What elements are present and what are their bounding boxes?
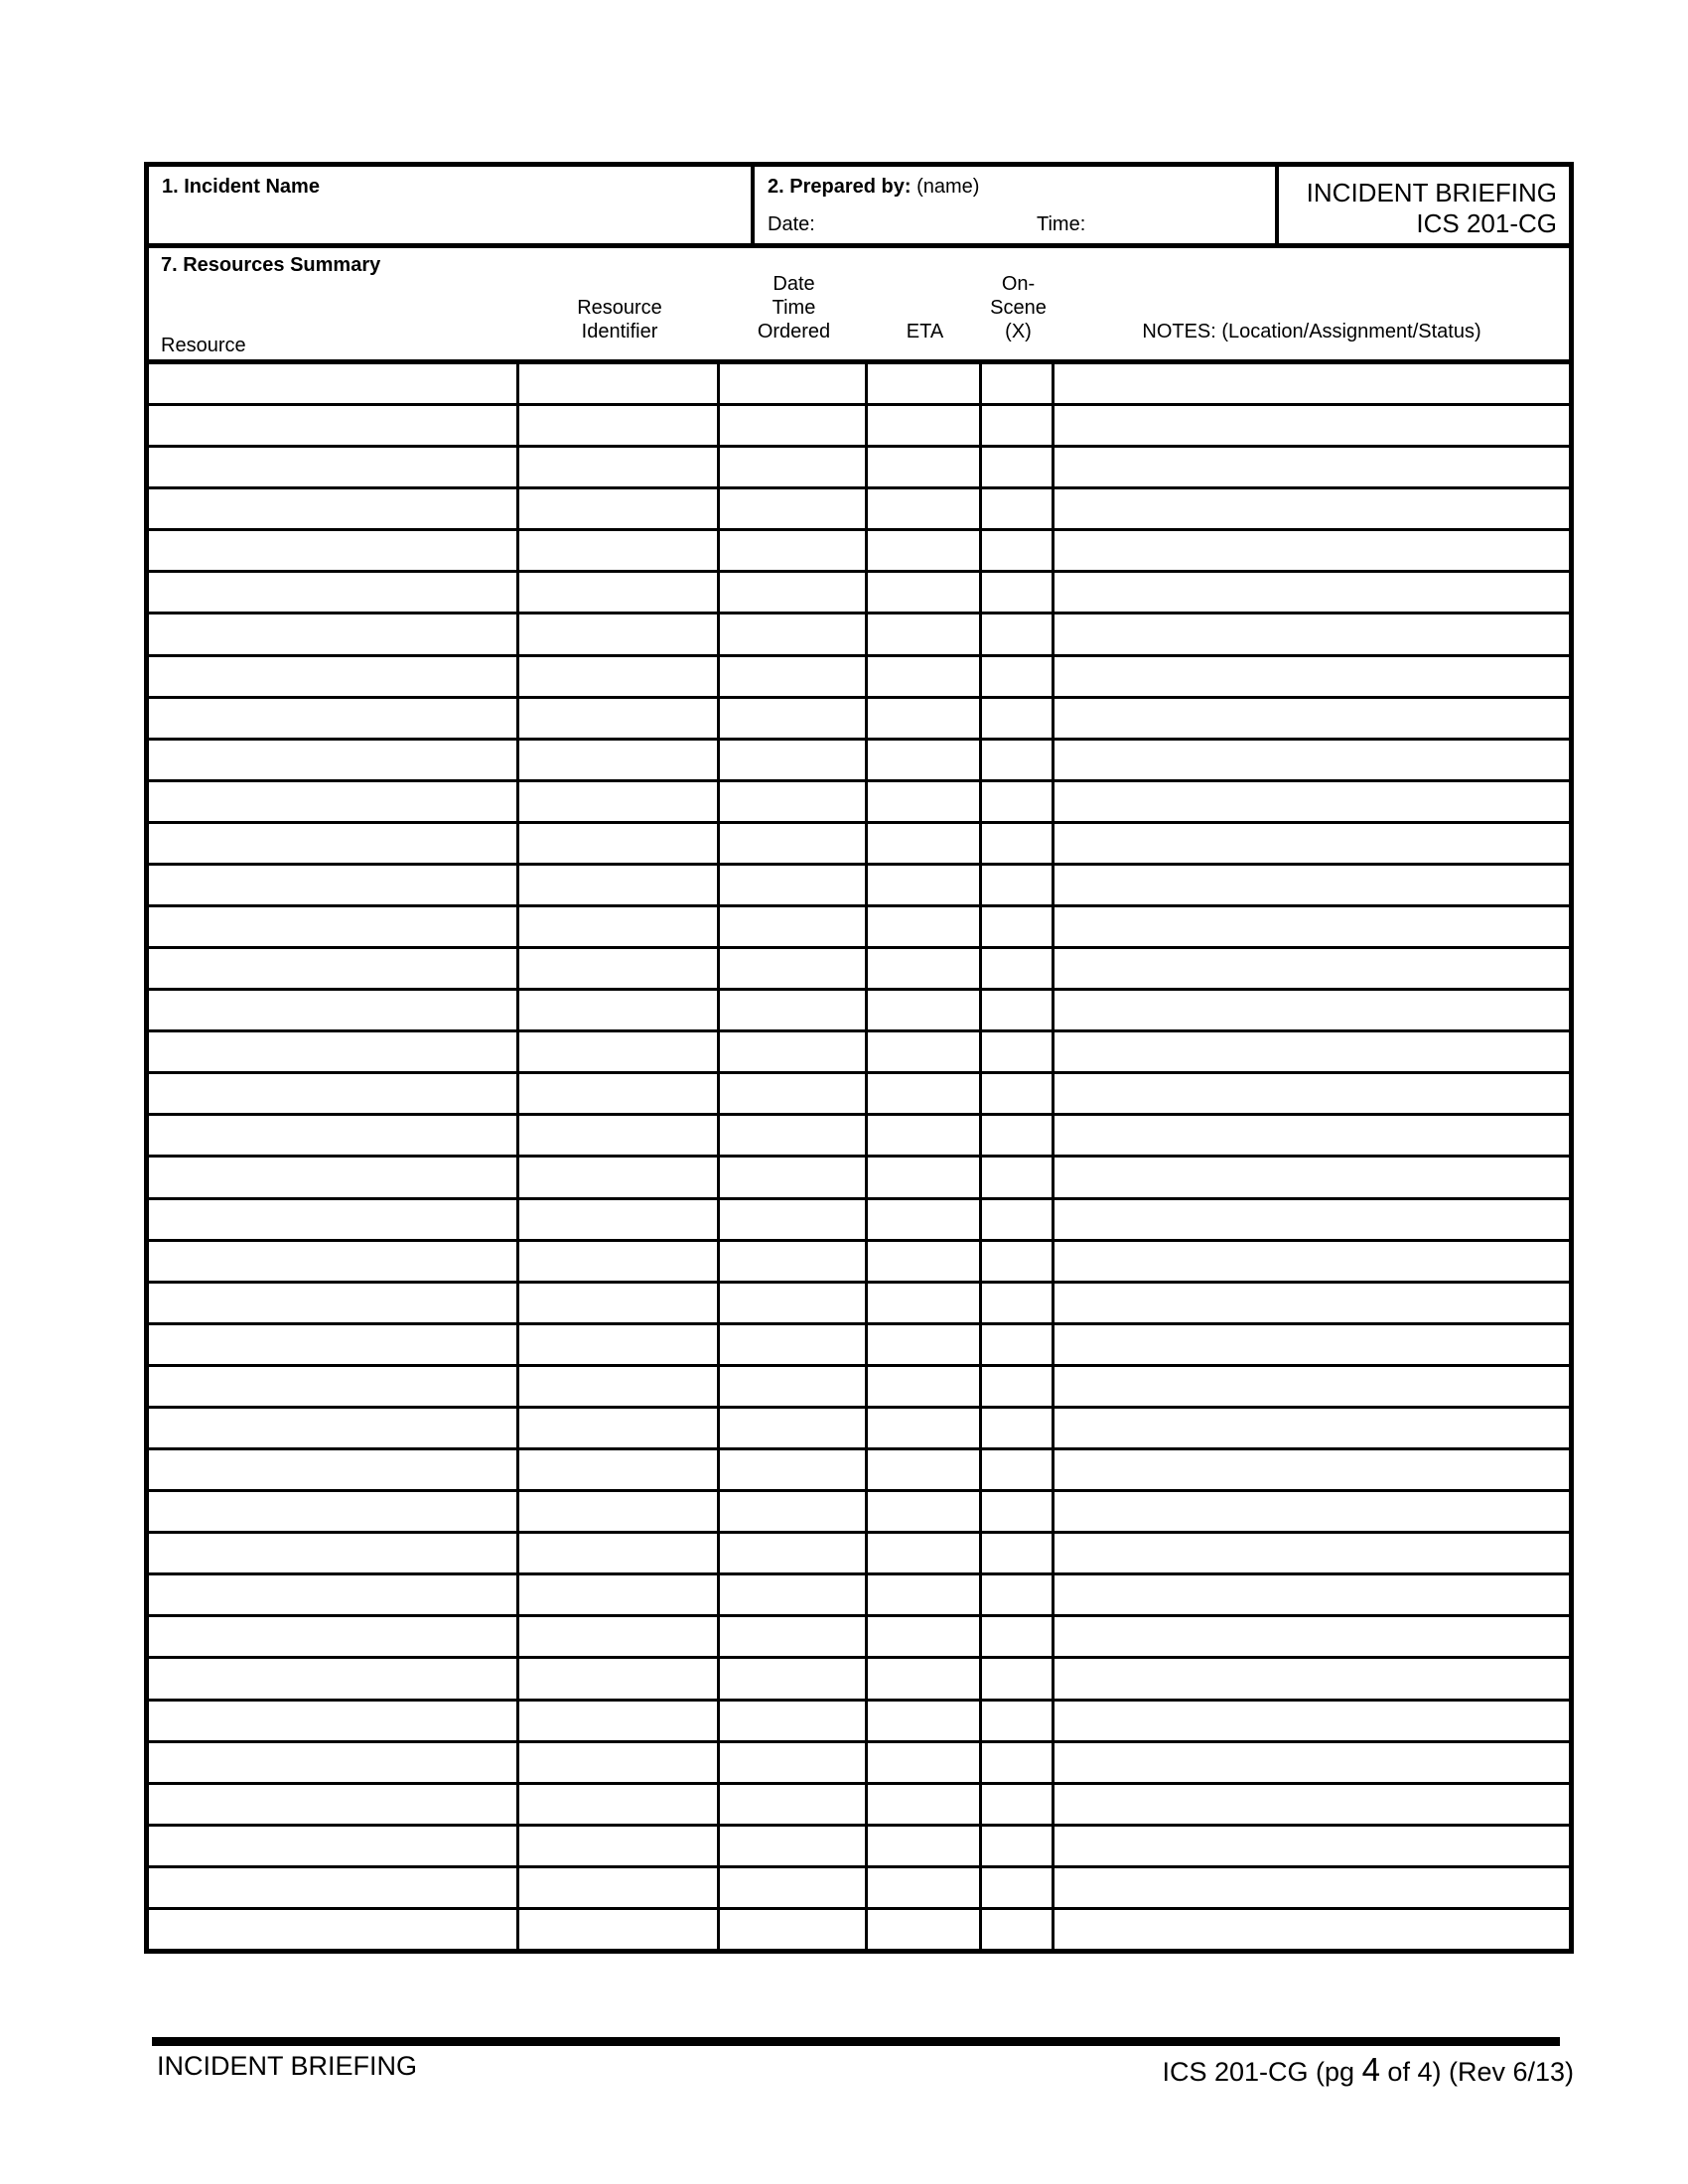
cell-on-scene[interactable] [982,907,1055,946]
cell-date-time-ordered[interactable] [720,573,868,612]
cell-resource-identifier[interactable] [519,489,720,528]
cell-on-scene[interactable] [982,614,1055,653]
cell-date-time-ordered[interactable] [720,1200,868,1239]
cell-on-scene[interactable] [982,782,1055,821]
cell-eta[interactable] [868,573,982,612]
cell-resource-identifier[interactable] [519,364,720,403]
cell-date-time-ordered[interactable] [720,1659,868,1698]
cell-date-time-ordered[interactable] [720,406,868,445]
cell-on-scene[interactable] [982,991,1055,1029]
cell-notes[interactable] [1055,1367,1569,1406]
cell-resource[interactable] [149,741,519,779]
footer-id-suffix: of 4) (Rev 6/13) [1379,2057,1574,2087]
cell-date-time-ordered[interactable] [720,699,868,738]
cell-date-time-ordered[interactable] [720,991,868,1029]
cell-on-scene[interactable] [982,1409,1055,1447]
table-row[interactable] [149,364,1569,403]
cell-date-time-ordered[interactable] [720,448,868,486]
table-row[interactable] [149,1071,1569,1113]
cell-resource-identifier[interactable] [519,991,720,1029]
cell-resource-identifier[interactable] [519,1868,720,1907]
table-row[interactable] [149,1907,1569,1949]
cell-resource[interactable] [149,1284,519,1322]
form-title-block [1279,167,1569,243]
cell-on-scene[interactable] [982,1074,1055,1113]
cell-notes[interactable] [1055,1158,1569,1196]
cell-on-scene[interactable] [982,406,1055,445]
cell-resource[interactable] [149,1659,519,1698]
cell-resource-identifier[interactable] [519,824,720,863]
cell-date-time-ordered[interactable] [720,1367,868,1406]
cell-eta[interactable] [868,1284,982,1322]
table-row[interactable] [149,1239,1569,1281]
cell-notes[interactable] [1055,1242,1569,1281]
cell-on-scene[interactable] [982,1284,1055,1322]
cell-notes[interactable] [1055,1450,1569,1489]
cell-eta[interactable] [868,1617,982,1656]
cell-date-time-ordered[interactable] [720,657,868,696]
cell-resource[interactable] [149,614,519,653]
column-header-notes: NOTES: (Location/Assignment/Status) [1142,321,1481,342]
cell-eta[interactable] [868,907,982,946]
cell-eta[interactable] [868,1702,982,1740]
cell-on-scene[interactable] [982,1325,1055,1364]
table-row[interactable] [149,445,1569,486]
cell-on-scene[interactable] [982,1492,1055,1531]
cell-on-scene[interactable] [982,1367,1055,1406]
cell-date-time-ordered[interactable] [720,1284,868,1322]
cell-on-scene[interactable] [982,1659,1055,1698]
column-header-on-scene: On- Scene (X) [990,273,1047,342]
cell-date-time-ordered[interactable] [720,1617,868,1656]
cell-notes[interactable] [1055,489,1569,528]
cell-notes[interactable] [1055,1743,1569,1782]
cell-on-scene[interactable] [982,1617,1055,1656]
cell-notes[interactable] [1055,614,1569,653]
cell-notes[interactable] [1055,1074,1569,1113]
cell-notes[interactable] [1055,699,1569,738]
cell-resource-identifier[interactable] [519,1785,720,1824]
cell-date-time-ordered[interactable] [720,1409,868,1447]
cell-resource[interactable] [149,1242,519,1281]
column-header-resource-identifier: Resource Identifier [577,297,662,342]
cell-notes[interactable] [1055,1659,1569,1698]
cell-eta[interactable] [868,1242,982,1281]
table-row[interactable] [149,946,1569,988]
cell-on-scene[interactable] [982,1116,1055,1155]
cell-resource[interactable] [149,1450,519,1489]
resources-summary-table [144,243,1574,1954]
cell-resource-identifier[interactable] [519,1659,720,1698]
cell-on-scene[interactable] [982,448,1055,486]
cell-resource[interactable] [149,991,519,1029]
table-row[interactable] [149,1824,1569,1865]
cell-notes[interactable] [1055,573,1569,612]
cell-resource[interactable] [149,1492,519,1531]
table-row[interactable] [149,1740,1569,1782]
table-row[interactable] [149,1197,1569,1239]
cell-notes[interactable] [1055,1032,1569,1071]
table-row[interactable] [149,1699,1569,1740]
cell-eta[interactable] [868,824,982,863]
cell-resource-identifier[interactable] [519,1617,720,1656]
cell-date-time-ordered[interactable] [720,1702,868,1740]
cell-resource[interactable] [149,1910,519,1949]
cell-resource-identifier[interactable] [519,1032,720,1071]
cell-resource-identifier[interactable] [519,1367,720,1406]
cell-on-scene[interactable] [982,1242,1055,1281]
cell-date-time-ordered[interactable] [720,1242,868,1281]
cell-resource[interactable] [149,1617,519,1656]
table-row[interactable] [149,1029,1569,1071]
cell-notes[interactable] [1055,741,1569,779]
cell-eta[interactable] [868,1659,982,1698]
cell-resource[interactable] [149,1116,519,1155]
date-label: Date: [768,213,815,235]
cell-eta[interactable] [868,1450,982,1489]
cell-resource[interactable] [149,1200,519,1239]
cell-resource[interactable] [149,824,519,863]
cell-notes[interactable] [1055,1785,1569,1824]
table-rows [149,359,1569,1949]
cell-on-scene[interactable] [982,741,1055,779]
cell-notes[interactable] [1055,824,1569,863]
cell-eta[interactable] [868,1074,982,1113]
table-row[interactable] [149,1155,1569,1196]
cell-resource-identifier[interactable] [519,531,720,570]
cell-eta[interactable] [868,741,982,779]
table-row[interactable] [149,1572,1569,1614]
cell-eta[interactable] [868,991,982,1029]
cell-resource-identifier[interactable] [519,1702,720,1740]
cell-notes[interactable] [1055,1910,1569,1949]
cell-date-time-ordered[interactable] [720,907,868,946]
cell-resource-identifier[interactable] [519,1409,720,1447]
cell-eta[interactable] [868,1032,982,1071]
cell-date-time-ordered[interactable] [720,1158,868,1196]
cell-resource[interactable] [149,866,519,904]
cell-on-scene[interactable] [982,657,1055,696]
cell-notes[interactable] [1055,1827,1569,1865]
cell-date-time-ordered[interactable] [720,949,868,988]
table-row[interactable] [149,1782,1569,1824]
cell-resource-identifier[interactable] [519,1116,720,1155]
cell-notes[interactable] [1055,1200,1569,1239]
table-row[interactable] [149,1531,1569,1572]
cell-date-time-ordered[interactable] [720,1910,868,1949]
cell-eta[interactable] [868,1785,982,1824]
cell-notes[interactable] [1055,364,1569,403]
cell-resource[interactable] [149,1575,519,1614]
cell-eta[interactable] [868,1575,982,1614]
cell-eta[interactable] [868,489,982,528]
cell-eta[interactable] [868,1158,982,1196]
cell-resource-identifier[interactable] [519,1827,720,1865]
cell-resource[interactable] [149,489,519,528]
cell-resource[interactable] [149,1158,519,1196]
cell-resource[interactable] [149,949,519,988]
cell-notes[interactable] [1055,1325,1569,1364]
table-row[interactable] [149,1364,1569,1406]
cell-resource-identifier[interactable] [519,1074,720,1113]
cell-resource[interactable] [149,1534,519,1572]
cell-date-time-ordered[interactable] [720,1032,868,1071]
cell-notes[interactable] [1055,1575,1569,1614]
cell-on-scene[interactable] [982,1032,1055,1071]
cell-date-time-ordered[interactable] [720,1743,868,1782]
cell-resource-identifier[interactable] [519,406,720,445]
cell-on-scene[interactable] [982,489,1055,528]
cell-eta[interactable] [868,1116,982,1155]
column-header-eta: ETA [906,321,944,342]
cell-eta[interactable] [868,448,982,486]
cell-resource[interactable] [149,1409,519,1447]
cell-eta[interactable] [868,406,982,445]
table-row[interactable] [149,654,1569,696]
cell-resource[interactable] [149,448,519,486]
table-row[interactable] [149,1406,1569,1447]
cell-on-scene[interactable] [982,866,1055,904]
cell-notes[interactable] [1055,782,1569,821]
footer-id-prefix: ICS 201-CG (pg [1162,2057,1362,2087]
cell-resource-identifier[interactable] [519,1325,720,1364]
cell-resource-identifier[interactable] [519,1450,720,1489]
cell-resource[interactable] [149,1032,519,1071]
cell-resource[interactable] [149,699,519,738]
cell-resource-identifier[interactable] [519,866,720,904]
cell-on-scene[interactable] [982,1158,1055,1196]
cell-notes[interactable] [1055,1868,1569,1907]
cell-eta[interactable] [868,531,982,570]
incident-name-label: 1. Incident Name [162,176,320,198]
cell-notes[interactable] [1055,448,1569,486]
cell-eta[interactable] [868,1534,982,1572]
prepared-by-field[interactable] [755,167,1279,243]
table-row[interactable] [149,612,1569,653]
cell-date-time-ordered[interactable] [720,1325,868,1364]
cell-on-scene[interactable] [982,364,1055,403]
table-row[interactable] [149,779,1569,821]
cell-resource-identifier[interactable] [519,573,720,612]
cell-on-scene[interactable] [982,1450,1055,1489]
time-label: Time: [1037,213,1086,235]
cell-on-scene[interactable] [982,949,1055,988]
table-row[interactable] [149,528,1569,570]
table-row[interactable] [149,738,1569,779]
cell-notes[interactable] [1055,991,1569,1029]
cell-resource-identifier[interactable] [519,1534,720,1572]
table-row[interactable] [149,1489,1569,1531]
cell-notes[interactable] [1055,1116,1569,1155]
cell-resource[interactable] [149,1827,519,1865]
table-row[interactable] [149,403,1569,445]
cell-on-scene[interactable] [982,1702,1055,1740]
cell-resource-identifier[interactable] [519,1242,720,1281]
cell-eta[interactable] [868,699,982,738]
table-row[interactable] [149,1281,1569,1322]
table-row[interactable] [149,1447,1569,1489]
cell-resource-identifier[interactable] [519,614,720,653]
cell-date-time-ordered[interactable] [720,824,868,863]
table-row[interactable] [149,1865,1569,1907]
cell-date-time-ordered[interactable] [720,1868,868,1907]
cell-on-scene[interactable] [982,1785,1055,1824]
form-header [144,162,1574,243]
cell-eta[interactable] [868,1910,982,1949]
cell-notes[interactable] [1055,531,1569,570]
cell-resource[interactable] [149,1325,519,1364]
cell-on-scene[interactable] [982,1827,1055,1865]
cell-resource-identifier[interactable] [519,782,720,821]
cell-eta[interactable] [868,364,982,403]
cell-eta[interactable] [868,1409,982,1447]
cell-resource-identifier[interactable] [519,448,720,486]
table-row[interactable] [149,904,1569,946]
cell-eta[interactable] [868,657,982,696]
prepared-by-hint: (name) [916,176,980,198]
table-row[interactable] [149,570,1569,612]
footer-page-number: 4 [1361,2051,1380,2088]
cell-notes[interactable] [1055,1284,1569,1322]
cell-resource[interactable] [149,782,519,821]
table-row[interactable] [149,1322,1569,1364]
cell-resource[interactable] [149,1074,519,1113]
cell-eta[interactable] [868,1868,982,1907]
cell-on-scene[interactable] [982,1575,1055,1614]
cell-resource-identifier[interactable] [519,907,720,946]
column-headers [149,248,1569,359]
cell-notes[interactable] [1055,657,1569,696]
cell-resource[interactable] [149,406,519,445]
form-title-line1: INCIDENT BRIEFING [1306,177,1557,207]
cell-resource[interactable] [149,657,519,696]
footer-rule [152,2037,1560,2046]
cell-resource-identifier[interactable] [519,741,720,779]
cell-resource[interactable] [149,1743,519,1782]
cell-resource-identifier[interactable] [519,1743,720,1782]
cell-eta[interactable] [868,1492,982,1531]
cell-eta[interactable] [868,866,982,904]
cell-notes[interactable] [1055,907,1569,946]
cell-on-scene[interactable] [982,1868,1055,1907]
cell-resource-identifier[interactable] [519,657,720,696]
cell-on-scene[interactable] [982,1743,1055,1782]
cell-resource-identifier[interactable] [519,1492,720,1531]
table-row[interactable] [149,1614,1569,1656]
cell-date-time-ordered[interactable] [720,1827,868,1865]
cell-on-scene[interactable] [982,1910,1055,1949]
table-row[interactable] [149,821,1569,863]
column-header-date-time-ordered: Date Time Ordered [757,273,831,342]
cell-resource-identifier[interactable] [519,699,720,738]
cell-on-scene[interactable] [982,699,1055,738]
prepared-by-label: 2. Prepared by: [768,176,912,198]
cell-resource[interactable] [149,907,519,946]
cell-resource[interactable] [149,1868,519,1907]
section-label: 7. Resources Summary [161,254,381,276]
cell-eta[interactable] [868,614,982,653]
cell-resource-identifier[interactable] [519,949,720,988]
cell-notes[interactable] [1055,949,1569,988]
table-row[interactable] [149,1113,1569,1155]
cell-date-time-ordered[interactable] [720,489,868,528]
cell-resource-identifier[interactable] [519,1200,720,1239]
cell-on-scene[interactable] [982,1534,1055,1572]
incident-name-field[interactable] [149,167,755,243]
cell-date-time-ordered[interactable] [720,866,868,904]
cell-notes[interactable] [1055,1534,1569,1572]
cell-notes[interactable] [1055,1702,1569,1740]
cell-resource-identifier[interactable] [519,1910,720,1949]
cell-on-scene[interactable] [982,1200,1055,1239]
cell-eta[interactable] [868,1827,982,1865]
cell-date-time-ordered[interactable] [720,1450,868,1489]
column-header-resource: Resource [161,335,246,356]
cell-date-time-ordered[interactable] [720,1534,868,1572]
footer-form-id [1162,2051,1574,2089]
table-row[interactable] [149,696,1569,738]
cell-on-scene[interactable] [982,573,1055,612]
cell-eta[interactable] [868,1325,982,1364]
cell-notes[interactable] [1055,1617,1569,1656]
cell-resource-identifier[interactable] [519,1575,720,1614]
table-row[interactable] [149,988,1569,1029]
cell-date-time-ordered[interactable] [720,1492,868,1531]
cell-notes[interactable] [1055,866,1569,904]
cell-resource-identifier[interactable] [519,1284,720,1322]
cell-date-time-ordered[interactable] [720,1575,868,1614]
cell-notes[interactable] [1055,1492,1569,1531]
cell-date-time-ordered[interactable] [720,364,868,403]
cell-eta[interactable] [868,949,982,988]
table-row[interactable] [149,863,1569,904]
cell-eta[interactable] [868,1743,982,1782]
cell-notes[interactable] [1055,406,1569,445]
cell-resource[interactable] [149,531,519,570]
cell-eta[interactable] [868,1367,982,1406]
cell-date-time-ordered[interactable] [720,741,868,779]
cell-date-time-ordered[interactable] [720,782,868,821]
cell-notes[interactable] [1055,1409,1569,1447]
cell-eta[interactable] [868,1200,982,1239]
cell-on-scene[interactable] [982,531,1055,570]
cell-date-time-ordered[interactable] [720,614,868,653]
cell-resource[interactable] [149,1785,519,1824]
cell-resource[interactable] [149,1702,519,1740]
cell-resource[interactable] [149,364,519,403]
cell-resource[interactable] [149,573,519,612]
cell-date-time-ordered[interactable] [720,1074,868,1113]
table-row[interactable] [149,486,1569,528]
cell-date-time-ordered[interactable] [720,1116,868,1155]
cell-resource-identifier[interactable] [519,1158,720,1196]
table-row[interactable] [149,1656,1569,1698]
cell-date-time-ordered[interactable] [720,531,868,570]
cell-resource[interactable] [149,1367,519,1406]
form-title-line2: ICS 201-CG [1416,207,1557,238]
cell-on-scene[interactable] [982,824,1055,863]
cell-eta[interactable] [868,782,982,821]
cell-date-time-ordered[interactable] [720,1785,868,1824]
footer-form-name: INCIDENT BRIEFING [157,2051,418,2081]
